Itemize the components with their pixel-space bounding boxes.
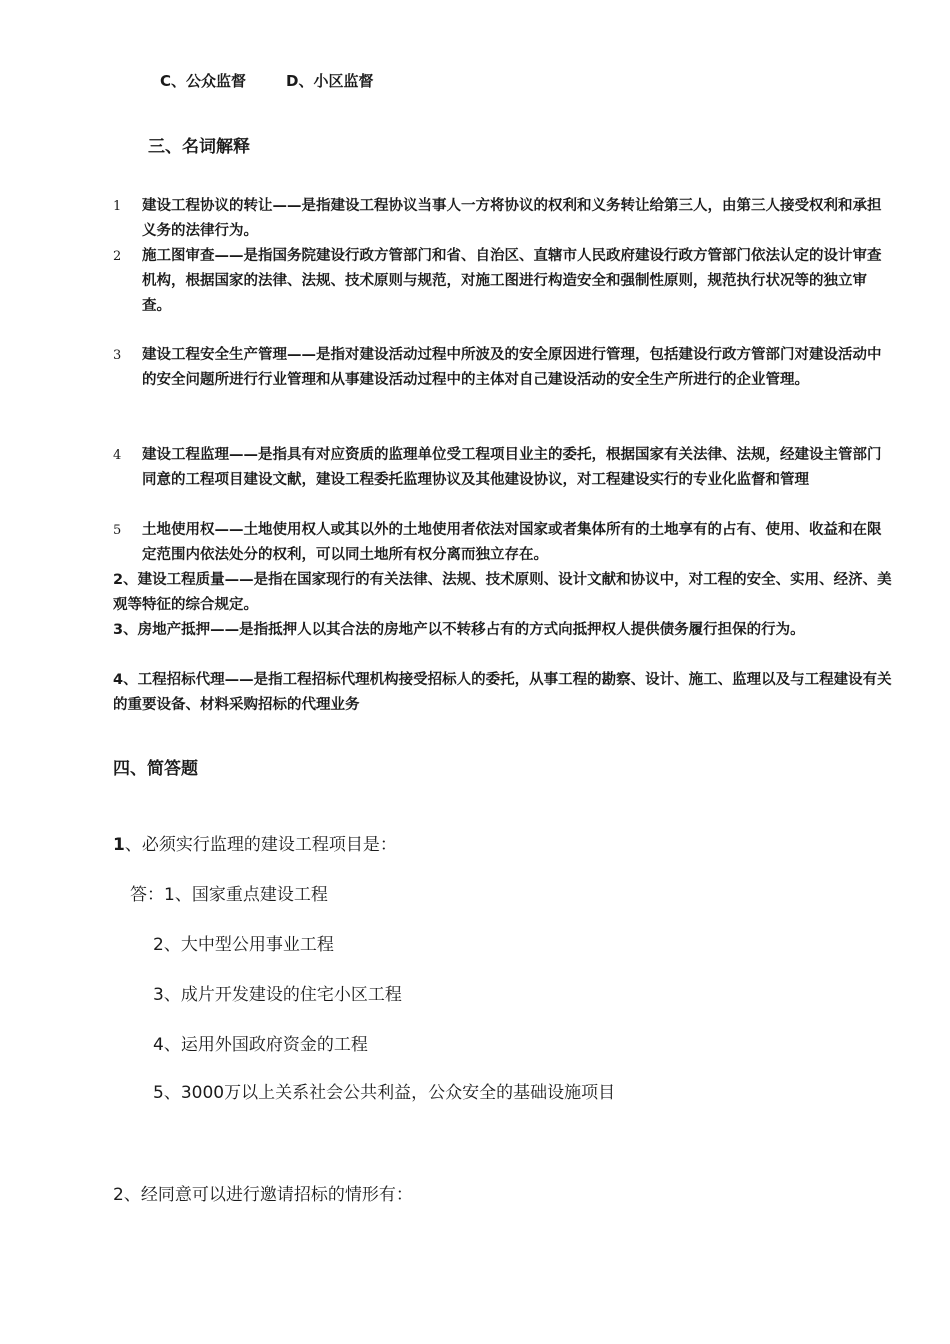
definition-text: 建设工程安全生产管理——是指对建设活动过程中所波及的安全原因进行管理，包括建设行政方管部门对建设活动中的安全问题所进行行业管理和从事建设活动过程中的主体对自己建设活动的安全生产所进行的企业管理。 (142, 347, 882, 388)
definition-item-5 (113, 518, 893, 568)
definition-real-estate-mortgage: 3、房地产抵押——是指抵押人以其合法的房地产以不转移占有的方式向抵押权人提供债务履行担保的行为。 (113, 622, 805, 638)
question-number: 1 (113, 835, 125, 855)
choice-options-line (160, 70, 373, 91)
option-d: D、小区监督 (286, 72, 374, 90)
question-1 (113, 830, 397, 855)
answer-line-4: 4、运用外国政府资金的工程 (153, 1035, 368, 1055)
definition-item-1 (113, 194, 893, 244)
option-c: C、公众监督 (160, 72, 247, 90)
definition-number: 5 (113, 523, 122, 538)
definition-text: 施工图审查——是指国务院建设行政方管部门和省、自治区、直辖市人民政府建设行政方管部门依法认定的设计审查机构，根据国家的法律、法规、技术原则与规范，对施工图进行构造安全和强制性原则，规范执行状况等的独立审查。 (142, 248, 882, 314)
section-4-title: 四、简答题 (113, 759, 198, 779)
answer-line-2: 2、大中型公用事业工程 (153, 935, 334, 955)
definition-item-3 (113, 343, 893, 393)
definition-text: 建设工程协议的转让——是指建设工程协议当事人一方将协议的权利和义务转让给第三人，由第三人接受权利和承担义务的法律行为。 (142, 198, 882, 239)
definition-number: 4 (113, 448, 122, 463)
definition-item-4 (113, 443, 893, 493)
answer-line-3: 3、成片开发建设的住宅小区工程 (153, 985, 402, 1005)
definition-construction-quality: 2、建设工程质量——是指在国家现行的有关法律、法规、技术原则、设计文献和协议中，对工程的安全、实用、经济、美观等特征的综合规定。 (113, 572, 892, 613)
answer-line-1: 答：1、国家重点建设工程 (130, 885, 328, 905)
question-2: 2、经同意可以进行邀请招标的情形有： (113, 1185, 413, 1205)
definition-bidding-agency: 4、工程招标代理——是指工程招标代理机构接受招标人的委托，从事工程的勘察、设计、施工、监理以及与工程建设有关的重要设备、材料采购招标的代理业务 (113, 672, 892, 713)
definition-text: 土地使用权——土地使用权人或其以外的土地使用者依法对国家或者集体所有的土地享有的占有、使用、收益和在限定范围内依法处分的权利，可以同土地所有权分离而独立存在。 (142, 522, 882, 563)
definition-number: 3 (113, 348, 122, 363)
question-text: 、必须实行监理的建设工程项目是： (124, 835, 397, 855)
definition-text: 建设工程监理——是指具有对应资质的监理单位受工程项目业主的委托，根据国家有关法律、法规，经建设主管部门同意的工程项目建设文献，建设工程委托监理协议及其他建设协议，对工程建设实行的专业化监督和管理 (142, 447, 882, 488)
definition-item-2 (113, 244, 893, 319)
section-3-title: 三、名词解释 (148, 137, 250, 157)
answer-line-5: 5、3000万以上关系社会公共利益，公众安全的基础设施项目 (153, 1083, 616, 1103)
definition-number: 2 (113, 249, 122, 264)
definition-number: 1 (113, 199, 122, 214)
